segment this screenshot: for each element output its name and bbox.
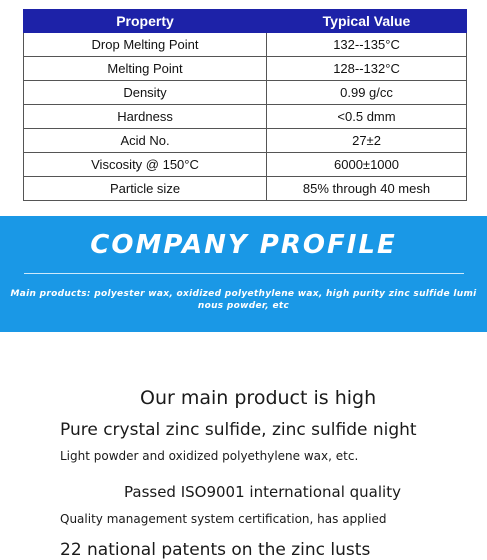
intro-line: Passed ISO9001 international quality bbox=[124, 483, 401, 501]
value-cell: 6000±1000 bbox=[267, 153, 467, 177]
banner-title: COMPANY PROFILE bbox=[90, 230, 397, 260]
header-typical-value: Typical Value bbox=[267, 10, 467, 33]
intro-line: Light powder and oxidized polyethylene wax, etc. bbox=[60, 449, 359, 463]
value-cell: 128--132°C bbox=[267, 57, 467, 81]
intro-line: 22 national patents on the zinc lusts bbox=[60, 540, 371, 560]
property-cell: Acid No. bbox=[24, 129, 267, 153]
intro-line: Pure crystal zinc sulfide, zinc sulfide night bbox=[60, 420, 417, 440]
table-row bbox=[24, 33, 467, 57]
properties-table bbox=[23, 9, 467, 201]
value-cell: <0.5 dmm bbox=[267, 105, 467, 129]
property-cell: Particle size bbox=[24, 177, 267, 201]
table-row bbox=[24, 105, 467, 129]
value-cell: 85% through 40 mesh bbox=[267, 177, 467, 201]
table-row bbox=[24, 153, 467, 177]
banner-subtitle-line: Main products: polyester wax, oxidized polyethylene wax, high purity zinc sulfide lumi bbox=[10, 289, 477, 299]
table-row bbox=[24, 129, 467, 153]
property-cell: Viscosity @ 150°C bbox=[24, 153, 267, 177]
value-cell: 0.99 g/cc bbox=[267, 81, 467, 105]
property-cell: Drop Melting Point bbox=[24, 33, 267, 57]
table-header-row bbox=[24, 10, 467, 33]
table-row bbox=[24, 177, 467, 201]
banner-subtitle-line: nous powder, etc bbox=[197, 301, 290, 311]
value-cell: 27±2 bbox=[267, 129, 467, 153]
header-property: Property bbox=[24, 10, 267, 33]
banner-divider bbox=[24, 273, 464, 274]
banner-subtitle bbox=[10, 288, 477, 312]
company-profile-banner bbox=[0, 216, 487, 332]
value-cell: 132--135°C bbox=[267, 33, 467, 57]
table-row bbox=[24, 57, 467, 81]
intro-line: Our main product is high bbox=[140, 387, 377, 409]
property-cell: Density bbox=[24, 81, 267, 105]
property-cell: Melting Point bbox=[24, 57, 267, 81]
property-cell: Hardness bbox=[24, 105, 267, 129]
intro-line: Quality management system certification, has applied bbox=[60, 512, 387, 526]
table-row bbox=[24, 81, 467, 105]
